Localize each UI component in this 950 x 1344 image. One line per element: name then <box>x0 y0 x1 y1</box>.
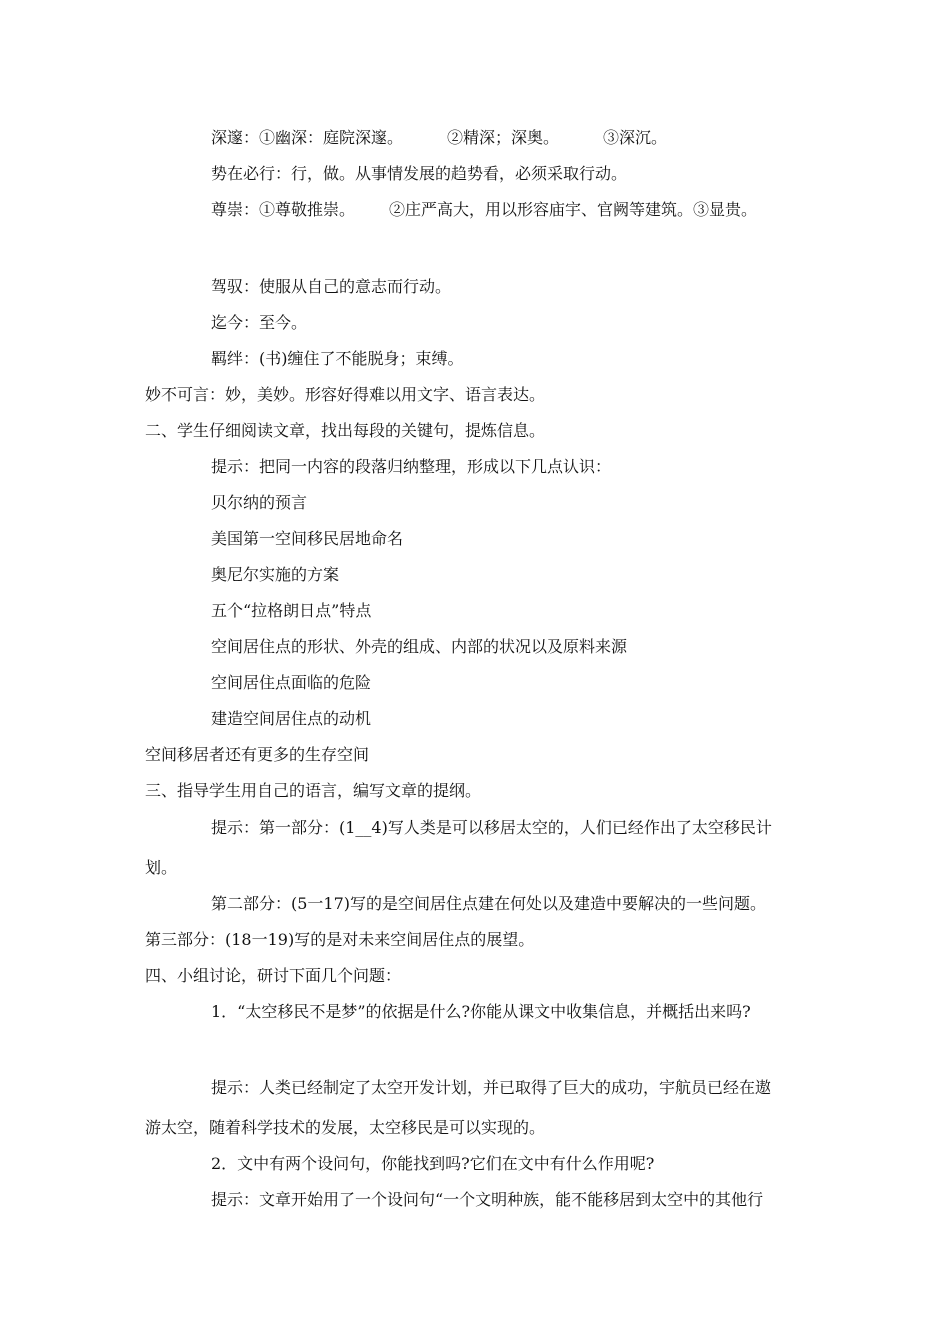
answer-1-cont: 游太空，随着科学技术的发展，太空移民是可以实现的。 <box>145 1118 546 1137</box>
vocab-shensui <box>211 128 667 148</box>
section3-heading: 三、指导学生用自己的语言，编写文章的提纲。 <box>145 781 482 800</box>
vocab-definition: ①幽深：庭院深邃。 <box>259 128 404 147</box>
vocab-shizai: 势在必行：行，做。从事情发展的趋势看，必须采取行动。 <box>211 164 628 183</box>
answer-2: 提示：文章开始用了一个设问句“一个文明种族，能不能移居到太空中的其他行 <box>211 1190 764 1209</box>
list-item: 空间移居者还有更多的生存空间 <box>145 745 370 764</box>
vocab-miaobukeyan: 妙不可言：妙，美妙。形容好得难以用文字、语言表达。 <box>145 385 546 404</box>
outline-part3: 第三部分：(18一19)写的是对未来空间居住点的展望。 <box>145 930 535 949</box>
section2-heading: 二、学生仔细阅读文章，找出每段的关键句，提炼信息。 <box>145 421 546 440</box>
list-item: 奥尼尔实施的方案 <box>211 565 340 584</box>
section2-hint: 提示：把同一内容的段落归纳整理，形成以下几点认识： <box>211 457 612 476</box>
outline-part1: 提示：第一部分：(1__4)写人类是可以移居太空的，人们已经作出了太空移民计 <box>211 818 772 837</box>
outline-part2: 第二部分：(5一17)写的是空间居住点建在何处以及建造中要解决的一些问题。 <box>211 894 767 913</box>
vocab-definition: ①尊敬推崇。 <box>259 200 356 219</box>
answer-1: 提示：人类已经制定了太空开发计划，并已取得了巨大的成功，宇航员已经在遨 <box>211 1078 772 1097</box>
vocab-jiayu: 驾驭：使服从自己的意志而行动。 <box>211 277 452 296</box>
vocab-zunchong <box>211 200 757 220</box>
vocab-definition: ②庄严高大，用以形容庙宇、官阙等建筑。③显贵。 <box>389 200 758 219</box>
list-item: 美国第一空间移民居地命名 <box>211 529 404 548</box>
question-1: 1．“太空移民不是梦”的依据是什么?你能从课文中收集信息，并概括出来吗? <box>211 1002 751 1021</box>
vocab-jiban: 羁绊：(书)缠住了不能脱身；束缚。 <box>211 349 464 368</box>
list-item: 建造空间居住点的动机 <box>211 709 372 728</box>
list-item: 五个“拉格朗日点”特点 <box>211 601 372 620</box>
section4-heading: 四、小组讨论，研讨下面几个问题： <box>145 966 402 985</box>
list-item: 贝尔纳的预言 <box>211 493 308 512</box>
list-item: 空间居住点的形状、外壳的组成、内部的状况以及原料来源 <box>211 637 628 656</box>
outline-part1-cont: 划。 <box>145 858 178 877</box>
vocab-definition: ②精深；深奥。 <box>447 128 560 147</box>
vocab-qijin: 迄今：至今。 <box>211 313 308 332</box>
list-item: 空间居住点面临的危险 <box>211 673 372 692</box>
vocab-definition: ③深沉。 <box>603 128 668 147</box>
vocab-term: 尊崇： <box>211 200 260 219</box>
question-2: 2．文中有两个设问句，你能找到吗?它们在文中有什么作用呢? <box>211 1154 655 1173</box>
vocab-term: 深邃： <box>211 128 260 147</box>
